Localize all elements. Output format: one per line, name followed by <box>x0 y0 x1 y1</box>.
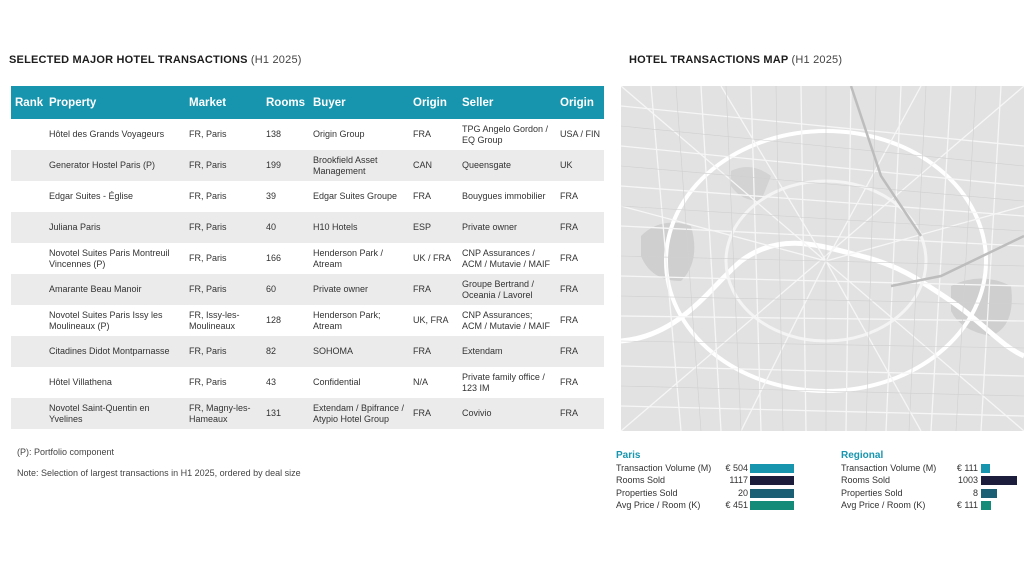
paris-stat-value: 1117 <box>729 475 748 486</box>
cell-market: FR, Paris <box>185 212 262 243</box>
regional-stat-value: 1003 <box>957 475 978 486</box>
cell-buyer: Edgar Suites Groupe <box>309 181 409 212</box>
paris-stat-label: Transaction Volume (M) <box>616 463 712 473</box>
paris-stat-label: Avg Price / Room (K) <box>616 499 701 510</box>
table-row <box>11 119 604 150</box>
selection-note: Note: Selection of largest transactions in H1 2025, ordered by deal size <box>17 468 301 478</box>
column-header-rooms: Rooms <box>262 86 309 119</box>
cell-market: FR, Paris <box>185 243 262 274</box>
cell-seller-origin: FRA <box>556 274 604 305</box>
map-graphic <box>621 86 1024 431</box>
regional-stat-row <box>841 488 1024 500</box>
cell-market: FR, Paris <box>185 274 262 305</box>
regional-stat-bar <box>981 501 991 510</box>
table-row <box>11 150 604 181</box>
cell-market: FR, Issy-les-Moulineaux <box>185 305 262 336</box>
cell-property: Novotel Suites Paris Issy les Moulineaux (P) <box>45 305 185 336</box>
regional-stat-bar <box>981 476 1017 485</box>
cell-buyer: H10 Hotels <box>309 212 409 243</box>
table-row <box>11 398 604 429</box>
paris-stat-label: Properties Sold <box>616 487 678 498</box>
paris-stats-panel <box>616 450 806 512</box>
cell-property: Hôtel des Grands Voyageurs <box>45 119 185 150</box>
regional-stat-bar <box>981 489 997 498</box>
paris-stat-row <box>616 500 806 512</box>
cell-buyer-origin: UK / FRA <box>409 243 458 274</box>
regional-stat-value: € 111 <box>956 463 978 473</box>
paris-stat-value: 20 <box>737 487 748 498</box>
column-header-rank: Rank <box>11 86 45 119</box>
cell-rooms: 131 <box>262 398 309 429</box>
cell-seller: Groupe Bertrand / Oceania / Lavorel <box>458 274 556 305</box>
paris-stat-row <box>616 488 806 500</box>
cell-rank <box>11 336 45 367</box>
cell-buyer-origin: FRA <box>409 119 458 150</box>
cell-rank <box>11 212 45 243</box>
cell-rooms: 60 <box>262 274 309 305</box>
transactions-title <box>9 54 302 66</box>
table-row <box>11 274 604 305</box>
cell-buyer-origin: FRA <box>409 274 458 305</box>
column-header-buyer: Buyer <box>309 86 409 119</box>
regional-stat-value: € 111 <box>956 499 978 510</box>
cell-rank <box>11 274 45 305</box>
table-row <box>11 305 604 336</box>
cell-seller: Extendam <box>458 336 556 367</box>
cell-rooms: 39 <box>262 181 309 212</box>
cell-property: Generator Hostel Paris (P) <box>45 150 185 181</box>
regional-stat-bar <box>981 464 990 473</box>
regional-stat-row <box>841 475 1024 487</box>
regional-stat-value: 8 <box>972 487 978 498</box>
transactions-title-period: (H1 2025) <box>250 54 302 66</box>
cell-seller: CNP Assurances; ACM / Mutavie / MAIF <box>458 305 556 336</box>
portfolio-footnote: (P): Portfolio component <box>17 447 115 457</box>
column-header-market: Market <box>185 86 262 119</box>
cell-buyer-origin: CAN <box>409 150 458 181</box>
cell-rank <box>11 398 45 429</box>
paris-stat-value: € 504 <box>725 463 748 473</box>
cell-rooms: 199 <box>262 150 309 181</box>
regional-stats-title: Regional <box>841 450 884 461</box>
cell-seller-origin: FRA <box>556 367 604 398</box>
cell-rooms: 128 <box>262 305 309 336</box>
transactions-table <box>11 86 604 429</box>
cell-rank <box>11 367 45 398</box>
cell-property: Citadines Didot Montparnasse <box>45 336 185 367</box>
cell-market: FR, Paris <box>185 181 262 212</box>
cell-seller-origin: FRA <box>556 336 604 367</box>
cell-buyer: Extendam / Bpifrance / Atypio Hotel Group <box>309 398 409 429</box>
cell-seller-origin: UK <box>556 150 604 181</box>
regional-stat-label: Avg Price / Room (K) <box>841 499 926 510</box>
regional-stats-panel <box>841 450 1024 512</box>
cell-buyer: Origin Group <box>309 119 409 150</box>
paris-stat-value: € 451 <box>725 499 748 510</box>
cell-buyer: Confidential <box>309 367 409 398</box>
table-row <box>11 336 604 367</box>
cell-buyer: Private owner <box>309 274 409 305</box>
cell-market: FR, Paris <box>185 367 262 398</box>
cell-buyer-origin: FRA <box>409 398 458 429</box>
table-header-row <box>11 86 604 119</box>
table-row <box>11 181 604 212</box>
cell-property: Edgar Suites - Église <box>45 181 185 212</box>
table-row <box>11 243 604 274</box>
cell-rooms: 166 <box>262 243 309 274</box>
column-header-property: Property <box>45 86 185 119</box>
transactions-title-text: SELECTED MAJOR HOTEL TRANSACTIONS <box>9 54 248 66</box>
cell-rank <box>11 181 45 212</box>
paris-stat-row <box>616 463 806 475</box>
cell-buyer-origin: N/A <box>409 367 458 398</box>
cell-seller-origin: USA / FIN <box>556 119 604 150</box>
cell-rank <box>11 119 45 150</box>
regional-stat-label: Rooms Sold <box>841 475 891 486</box>
cell-seller: Bouygues immobilier <box>458 181 556 212</box>
paris-stat-bar <box>750 501 794 510</box>
cell-rank <box>11 243 45 274</box>
cell-rooms: 43 <box>262 367 309 398</box>
cell-seller-origin: FRA <box>556 243 604 274</box>
cell-rooms: 138 <box>262 119 309 150</box>
paris-stat-bar <box>750 476 794 485</box>
cell-rank <box>11 150 45 181</box>
cell-seller: Covivio <box>458 398 556 429</box>
cell-property: Novotel Suites Paris Montreuil Vincennes (P) <box>45 243 185 274</box>
cell-market: FR, Magny-les-Hameaux <box>185 398 262 429</box>
cell-rank <box>11 305 45 336</box>
column-header-seller-origin: Origin <box>556 86 604 119</box>
paris-street-map[interactable] <box>621 86 1024 431</box>
cell-seller-origin: FRA <box>556 305 604 336</box>
paris-stat-bar <box>750 489 794 498</box>
cell-buyer-origin: FRA <box>409 181 458 212</box>
cell-buyer-origin: ESP <box>409 212 458 243</box>
cell-market: FR, Paris <box>185 150 262 181</box>
cell-buyer: SOHOMA <box>309 336 409 367</box>
paris-stat-label: Rooms Sold <box>616 475 666 486</box>
cell-rooms: 40 <box>262 212 309 243</box>
cell-seller-origin: FRA <box>556 181 604 212</box>
column-header-seller: Seller <box>458 86 556 119</box>
cell-seller-origin: FRA <box>556 212 604 243</box>
cell-property: Hôtel Villathena <box>45 367 185 398</box>
column-header-buyer-origin: Origin <box>409 86 458 119</box>
map-title-text: HOTEL TRANSACTIONS MAP <box>629 54 789 66</box>
paris-stat-row <box>616 475 806 487</box>
map-title-period: (H1 2025) <box>791 54 843 66</box>
table-row <box>11 212 604 243</box>
cell-market: FR, Paris <box>185 336 262 367</box>
cell-buyer-origin: FRA <box>409 336 458 367</box>
cell-seller: Queensgate <box>458 150 556 181</box>
cell-property: Juliana Paris <box>45 212 185 243</box>
regional-stat-row <box>841 463 1024 475</box>
cell-buyer: Henderson Park / Atream <box>309 243 409 274</box>
cell-seller: Private owner <box>458 212 556 243</box>
cell-rooms: 82 <box>262 336 309 367</box>
paris-stat-bar <box>750 464 794 473</box>
cell-property: Amarante Beau Manoir <box>45 274 185 305</box>
paris-stats-title: Paris <box>616 450 641 461</box>
map-title <box>629 54 842 66</box>
cell-seller: CNP Assurances / ACM / Mutavie / MAIF <box>458 243 556 274</box>
cell-seller: TPG Angelo Gordon / EQ Group <box>458 119 556 150</box>
cell-seller: Private family office / 123 IM <box>458 367 556 398</box>
cell-buyer: Brookfield Asset Management <box>309 150 409 181</box>
cell-property: Novotel Saint-Quentin en Yvelines <box>45 398 185 429</box>
regional-stat-label: Transaction Volume (M) <box>841 463 937 473</box>
table-row <box>11 367 604 398</box>
regional-stat-label: Properties Sold <box>841 487 903 498</box>
cell-market: FR, Paris <box>185 119 262 150</box>
cell-buyer: Henderson Park; Atream <box>309 305 409 336</box>
cell-buyer-origin: UK, FRA <box>409 305 458 336</box>
regional-stat-row <box>841 500 1024 512</box>
cell-seller-origin: FRA <box>556 398 604 429</box>
